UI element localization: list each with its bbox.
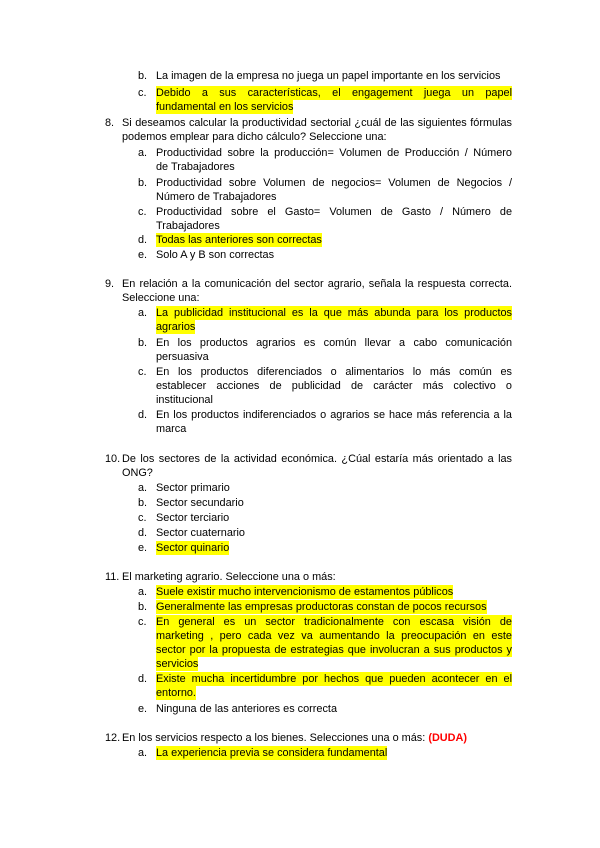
q11-opt-b-letter: b.: [138, 601, 148, 613]
q9-opt-b-letter: b.: [138, 337, 148, 349]
q9-opt-a-line-2: agrarios: [156, 321, 196, 333]
q9-opt-c-line-2: establecer acciones de publicidad de carácter más colectivo o: [156, 380, 512, 392]
q9-opt-b-line-1: En los productos agrarios es común llevar a cabo comunicación: [156, 337, 512, 349]
q8-opt-c-letter: c.: [138, 206, 147, 218]
q9-opt-d-line-2: marca: [156, 423, 187, 435]
q8-opt-a-letter: a.: [138, 147, 148, 159]
q12-duda-note: (DUDA): [428, 732, 468, 744]
q8-question-line-1: Si deseamos calcular la productividad sectorial ¿cuál de las siguientes fórmulas: [122, 117, 512, 129]
q8-opt-c-line-2: Trabajadores: [156, 220, 220, 232]
q9-opt-c-line-1: En los productos diferenciados o alimentarios lo más común es: [156, 366, 512, 378]
q9-number: 9.: [105, 278, 115, 290]
q10-opt-b-letter: b.: [138, 497, 148, 509]
q8-opt-a-line-2: de Trabajadores: [156, 161, 235, 173]
q8-opt-a-line-1: Productividad sobre la producción= Volumen de Producción / Número: [156, 147, 512, 159]
q10-opt-b-line-1: Sector secundario: [156, 497, 244, 509]
q12-question-text: En los servicios respecto a los bienes. Selecciones una o más:: [122, 732, 426, 744]
q9-opt-c-letter: c.: [138, 366, 147, 378]
q10-opt-a-letter: a.: [138, 482, 148, 494]
q7-opt-b-letter: b.: [138, 70, 148, 82]
q9-question-line-1: En relación a la comunicación del sector agrario, señala la respuesta correcta.: [122, 278, 512, 290]
q11-opt-c-letter: c.: [138, 616, 147, 628]
q11-opt-b-line-1: Generalmente las empresas productoras constan de pocos recursos: [156, 601, 487, 613]
q7-opt-c-line-1: Debido a sus características, el engagement juega un papel: [156, 87, 512, 99]
q12-opt-a-letter: a.: [138, 747, 148, 759]
q11-opt-a-line-1: Suele existir mucho intervencionismo de estamentos públicos: [156, 586, 454, 598]
q8-opt-e-letter: e.: [138, 249, 148, 261]
q8-opt-b-line-1: Productividad sobre Volumen de negocios= Volumen de Negocios /: [156, 177, 512, 189]
q11-number: 11.: [105, 571, 120, 583]
q8-opt-b-letter: b.: [138, 177, 148, 189]
q9-opt-d-line-1: En los productos indiferenciados o agrarios se hace más referencia a la: [156, 409, 512, 421]
q11-opt-d-letter: d.: [138, 673, 148, 685]
q11-opt-d-line-2: entorno.: [156, 687, 196, 699]
q8-opt-e-line-1: Solo A y B son correctas: [156, 249, 275, 261]
q10-opt-e-line-1: Sector quinario: [156, 542, 230, 554]
q11-opt-c-line-2: marketing , pero cada vez va aumentando la preocupación en este: [156, 630, 512, 642]
q7-opt-c-letter: c.: [138, 87, 147, 99]
q11-opt-c-line-4: servicios: [156, 658, 199, 670]
q12-question-line-1: [122, 731, 467, 745]
q9-question-line-2: Seleccione una:: [122, 292, 200, 304]
q9-opt-d-letter: d.: [138, 409, 148, 421]
q11-opt-c-line-1: En general es un sector tradicionalmente con escasa visión de: [156, 616, 512, 628]
q7-opt-b-line-1: La imagen de la empresa no juega un papel importante en los servicios: [156, 70, 501, 82]
q8-question-line-2: podemos emplear para dicho cálculo? Seleccione una:: [122, 131, 387, 143]
q11-opt-e-line-1: Ninguna de las anteriores es correcta: [156, 703, 338, 715]
q7-opt-c-line-2: fundamental en los servicios: [156, 101, 294, 113]
q10-question-line-1: De los sectores de la actividad económica. ¿Cúal estaría más orientado a las: [122, 453, 512, 465]
q11-opt-e-letter: e.: [138, 703, 148, 715]
q9-opt-b-line-2: persuasiva: [156, 351, 209, 363]
q10-question-line-2: ONG?: [122, 467, 153, 479]
q8-number: 8.: [105, 117, 115, 129]
q8-opt-c-line-1: Productividad sobre el Gasto= Volumen de Gasto / Número de: [156, 206, 512, 218]
q10-opt-c-line-1: Sector terciario: [156, 512, 230, 524]
q10-opt-e-letter: e.: [138, 542, 148, 554]
q12-number: 12.: [105, 732, 121, 744]
q11-opt-a-letter: a.: [138, 586, 148, 598]
q10-number: 10.: [105, 453, 121, 465]
q8-opt-d-line-1: Todas las anteriores son correctas: [156, 234, 322, 246]
q10-opt-a-line-1: Sector primario: [156, 482, 230, 494]
q8-opt-b-line-2: Número de Trabajadores: [156, 191, 277, 203]
q10-opt-d-letter: d.: [138, 527, 148, 539]
q11-opt-c-line-3: sector por la propuesta de estrategias que involucran a sus productos y: [156, 644, 512, 656]
q9-opt-a-letter: a.: [138, 307, 148, 319]
q11-question-line-1: El marketing agrario. Seleccione una o más:: [122, 571, 336, 583]
q12-opt-a-line-1: La experiencia previa se considera fundamental: [156, 747, 388, 759]
q8-opt-d-letter: d.: [138, 234, 148, 246]
q9-opt-c-line-3: institucional: [156, 394, 213, 406]
q10-opt-c-letter: c.: [138, 512, 147, 524]
q9-opt-a-line-1: La publicidad institucional es la que más abunda para los productos: [156, 307, 512, 319]
q11-opt-d-line-1: Existe mucha incertidumbre por hechos que pueden acontecer en el: [156, 673, 512, 685]
q10-opt-d-line-1: Sector cuaternario: [156, 527, 245, 539]
